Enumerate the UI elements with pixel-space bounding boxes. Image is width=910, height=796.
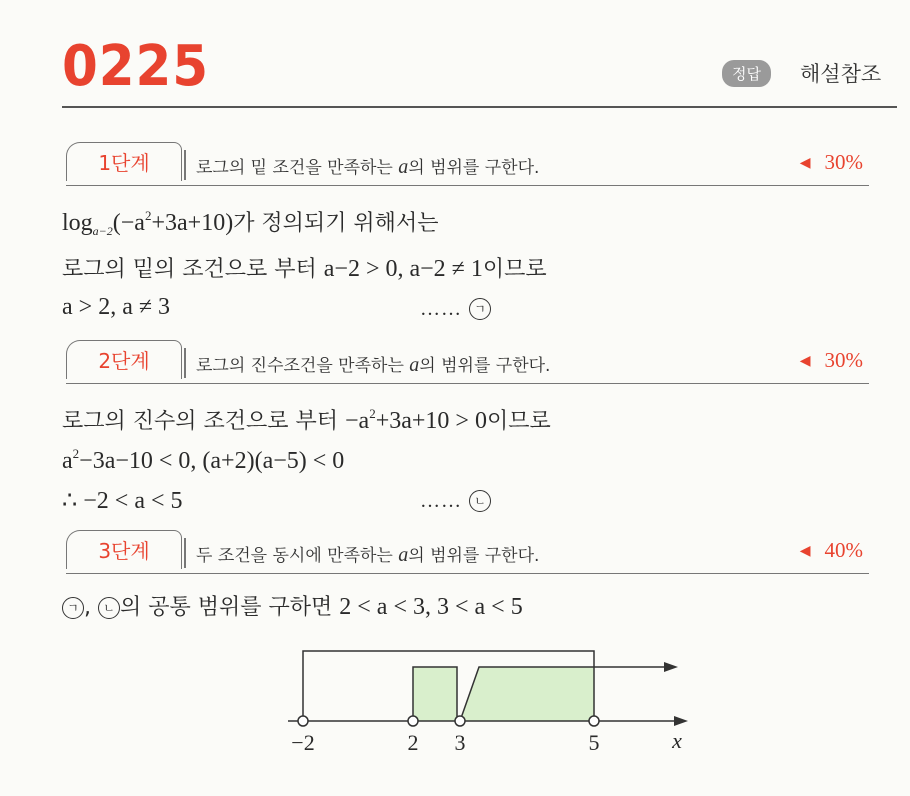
left-triangle-icon: ◀	[799, 156, 811, 171]
step-bar-baseline	[66, 573, 869, 575]
step-1-bar	[66, 142, 869, 186]
answer-reference: 해설참조	[800, 62, 882, 86]
step-separator	[184, 150, 186, 180]
step-1-description	[196, 153, 539, 179]
open-point-neg2	[298, 716, 308, 726]
step-desc-text: 의 범위를 구한다.	[408, 158, 540, 178]
korean-text: 이므로	[482, 257, 547, 282]
step-bar-baseline	[66, 383, 869, 385]
axis-arrowhead	[674, 716, 688, 726]
interval-fill-2-3	[413, 667, 457, 721]
step1-line-1	[62, 206, 438, 239]
tick-label-neg2: −2	[291, 730, 315, 755]
step-1-percent	[800, 150, 863, 175]
log-argument: $(-a^2+3a+10)$	[112, 208, 234, 236]
axis-label-x: x	[672, 728, 682, 753]
math-expression: ∴ −2 < a < 5	[62, 488, 183, 514]
step-separator	[184, 538, 186, 568]
step-3-tab: 3단계	[66, 530, 182, 569]
log-text: log	[62, 210, 93, 236]
step-2-description: 로그의 진수조건을 만족하는 a의 범위를 구한다.	[196, 354, 551, 376]
math-expression: 2 < a < 3, 3 < a < 5	[339, 594, 523, 620]
left-triangle-icon: ◀	[799, 544, 811, 559]
step1-line-2	[62, 252, 547, 283]
open-point-5	[589, 716, 599, 726]
math-expression: $-a^2+3a+10 > 0$	[345, 406, 487, 434]
step-2-tab: 2단계	[66, 340, 182, 379]
step-3-description: 두 조건을 동시에 만족하는 a의 범위를 구한다.	[196, 544, 540, 566]
circled-mark: ㄴ	[98, 597, 120, 619]
math-expression: $a^2-3a-10 < 0$, (a+2)(a−5) < 0	[62, 446, 345, 474]
header-divider	[62, 106, 897, 108]
circled-mark: ㄴ	[469, 490, 491, 512]
step2-line-1: 로그의 진수의 조건으로 부터 $-a^2+3a+10 > 0$이므로	[62, 406, 551, 434]
step2-line-2	[62, 446, 344, 475]
step-2-bar	[66, 340, 869, 384]
left-triangle-icon: ◀	[799, 354, 811, 369]
step-separator	[184, 348, 186, 378]
log-base: a−2	[92, 224, 113, 238]
step2-line-3	[62, 486, 183, 515]
step1-reference-mark: …… ㄱ	[420, 296, 491, 321]
circled-mark: ㄱ	[469, 298, 491, 320]
step-2-percent: ◀ 30%	[799, 348, 863, 372]
math-expression: a > 2, a ≠ 3	[62, 294, 171, 320]
problem-number: 0225	[62, 34, 210, 99]
step-1-tab: 1단계	[66, 142, 182, 181]
step-bar-baseline	[66, 185, 869, 187]
step3-line-1: ㄱ , ㄴ 의 공통 범위를 구하면 2 < a < 3, 3 < a < 5	[62, 590, 523, 621]
step-3-bar	[66, 530, 869, 574]
step1-line-3	[62, 294, 170, 321]
answer-badge: 정답	[722, 60, 771, 87]
step-desc-variable: a	[398, 156, 409, 178]
open-point-2	[408, 716, 418, 726]
percent-value: 30%	[824, 150, 863, 174]
tick-label-5: 5	[588, 730, 600, 755]
korean-text: 로그의 밑의 조건으로 부터	[62, 257, 324, 282]
circled-mark: ㄱ	[62, 597, 84, 619]
math-expression: a−2 > 0, a−2 ≠ 1	[323, 256, 483, 282]
open-point-3	[455, 716, 465, 726]
interval-fill-3-5	[460, 667, 594, 721]
step2-reference-mark: …… ㄴ	[420, 488, 491, 513]
korean-text: 가 정의되기 위해서는	[233, 211, 439, 236]
step-3-percent: ◀ 40%	[799, 538, 863, 562]
step-desc-text: 로그의 밑 조건을 만족하는	[196, 158, 399, 178]
tick-label-2: 2	[407, 730, 419, 755]
range-arrowhead	[664, 662, 678, 672]
number-line-diagram	[270, 640, 710, 760]
tick-label-3: 3	[454, 730, 466, 755]
